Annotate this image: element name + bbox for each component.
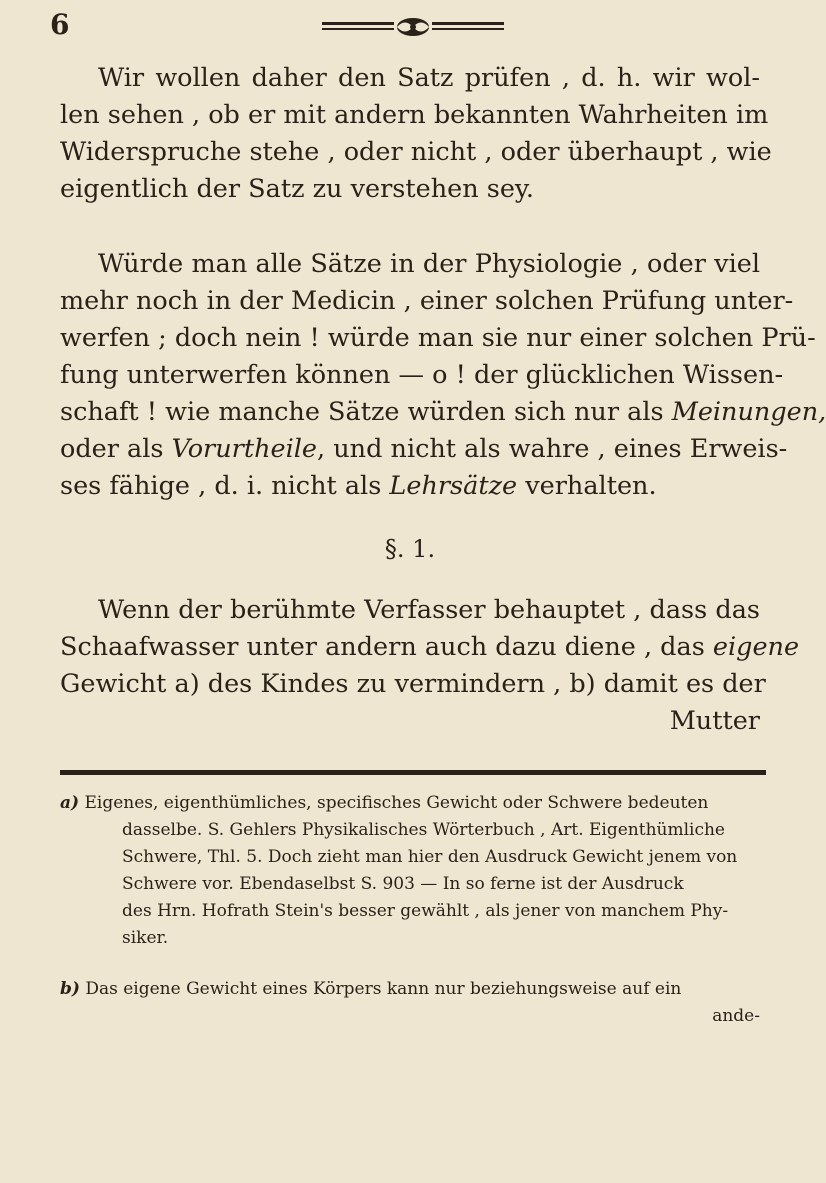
- text-line: Wir wollen daher den Satz prüfen , d. h. wir wol-: [98, 63, 760, 93]
- text-line: Wenn der berühmte Verfasser behauptet , dass das: [98, 595, 760, 625]
- footnote-text: Eigenes, eigenthümliches, specifisches Gewicht oder Schwere bedeuten: [84, 793, 709, 813]
- footnote-line: Schwere vor. Ebendaselbst S. 903 — In so ferne ist der Ausdruck: [122, 874, 684, 894]
- page-number: 6: [50, 8, 70, 41]
- text-line: mehr noch in der Medicin , einer solchen Prüfung unter-: [60, 286, 794, 316]
- main-text: [60, 60, 826, 740]
- text-line: Gewicht a) des Kindes zu vermindern , b) damit es der: [60, 669, 766, 699]
- emphasis: Meinungen,: [671, 397, 826, 427]
- text-run: oder als: [60, 434, 172, 464]
- footnote-line: [60, 790, 760, 817]
- emphasis: Vorurtheile: [171, 434, 318, 464]
- footnote-line: [60, 976, 760, 1003]
- text-line: werfen ; doch nein ! würde man sie nur einer solchen Prü-: [60, 323, 816, 353]
- catchword: Mutter: [669, 706, 760, 736]
- section-heading: §. 1.: [384, 535, 436, 563]
- catchword: ande-: [712, 1006, 760, 1026]
- text-line: [60, 431, 788, 468]
- emphasis: eigene: [712, 632, 800, 662]
- text-run: , und nicht als wahre , eines Erweis-: [317, 434, 788, 464]
- footnotes: [60, 790, 760, 1030]
- ornament-icon: [322, 16, 504, 38]
- text-line: eigentlich der Satz zu verstehen sey.: [60, 174, 535, 204]
- text-line: Würde man alle Sätze in der Physiologie , oder viel: [98, 249, 760, 279]
- footnote-mark: b): [60, 979, 80, 999]
- text-line: fung unterwerfen können — o ! der glücklichen Wissen-: [60, 360, 784, 390]
- text-line: Widerspruche stehe , oder nicht , oder überhaupt , wie: [60, 137, 772, 167]
- text-line: len sehen , ob er mit andern bekannten Wahrheiten im: [60, 100, 769, 130]
- footnote-divider: [60, 770, 766, 775]
- text-run: schaft ! wie manche Sätze würden sich nur als: [60, 397, 672, 427]
- text-run: Schaafwasser unter andern auch dazu diene , das: [60, 632, 713, 662]
- text-run: ses fähige , d. i. nicht als: [60, 471, 390, 501]
- footnote-line: Schwere, Thl. 5. Doch zieht man hier den Ausdruck Gewicht jenem von: [122, 847, 738, 867]
- footnote-mark: a): [60, 793, 80, 813]
- footnote-line: siker.: [122, 928, 169, 948]
- text-line: [60, 394, 826, 431]
- text-line: [60, 629, 800, 666]
- footnote-text: Das eigene Gewicht eines Körpers kann nur beziehungsweise auf ein: [85, 979, 682, 999]
- text-run: verhalten.: [517, 471, 657, 501]
- text-line: [60, 468, 760, 505]
- footnote-line: dasselbe. S. Gehlers Physikalisches Wörterbuch , Art. Eigenthümliche: [122, 820, 725, 840]
- footnote-line: des Hrn. Hofrath Stein's besser gewählt , als jener von manchem Phy-: [122, 901, 729, 921]
- emphasis: Lehrsätze: [389, 471, 518, 501]
